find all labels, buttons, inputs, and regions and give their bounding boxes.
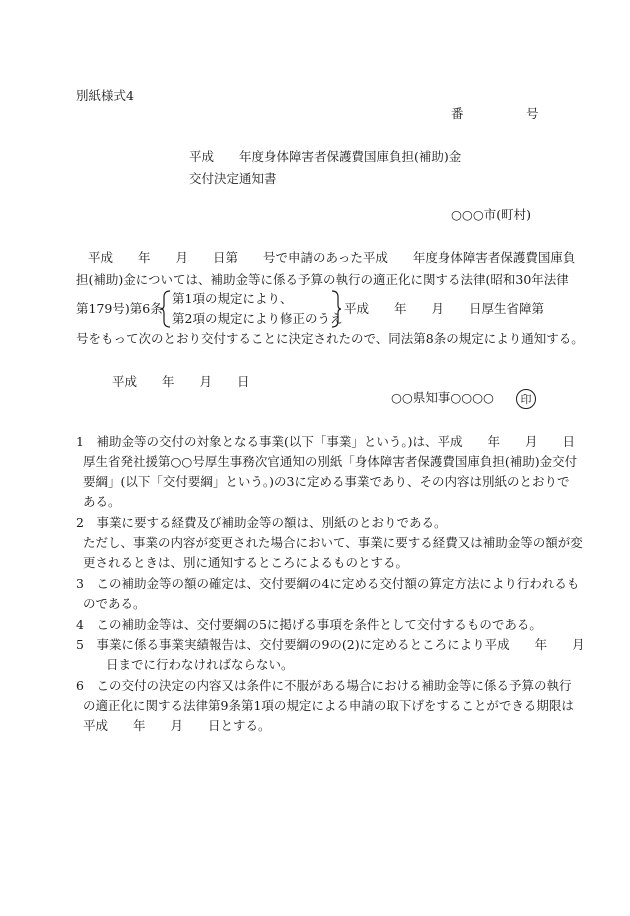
choice-option-1: 第1項の規定により、 [172,291,293,306]
body-line-3-prefix: 第179号)第6条 [76,301,163,316]
item-3-line-2: のである。 [83,596,146,611]
item-1-line-2: 厚生省発社援第○○号厚生事務次官通知の別紙「身体障害者保護費国庫負担(補助)金交付 [83,454,578,469]
left-brace-icon [160,290,172,328]
body-line-2: 担(補助)金については、補助金等に係る予算の執行の適正化に関する法律(昭和30年法律 [76,272,569,287]
item-1-line-3: 要綱」(以下「交付要綱」という。)の3に定める事業であり、その内容は別紙のとおりで [83,474,570,489]
item-6-line-2: の適正化に関する法律第9条第1項の規定による申請の取下げをすることができる期限は [83,698,574,713]
form-label: 別紙様式4 [76,88,134,103]
item-1-line-1: 1 補助金等の交付の対象となる事業(以下「事業」という。)は、平成 年 月 日 [76,434,575,449]
item-1-line-4: ある。 [83,494,121,509]
document-title-line2: 交付決定通知書 [189,171,277,186]
issuer-name: ○○県知事○○○○ [391,390,494,405]
document-title-line1: 平成 年度身体障害者保護費国庫負担(補助)金 [189,149,462,164]
body-line-4: 号をもって次のとおり交付することに決定されたので、同法第8条の規定により通知する。 [76,331,584,346]
item-6-line-3: 平成 年 月 日とする。 [83,718,271,733]
choice-option-2: 第2項の規定により修正のうえ [172,311,343,326]
item-2-line-1: 2 事業に要する経費及び補助金等の額は、別紙のとおりである。 [76,515,447,530]
addressee: ○○○市(町村) [451,207,531,222]
item-2-line-2: ただし、事業の内容が変更された場合において、事業に要する経費又は補助金等の額が変 [83,535,583,550]
item-5-line-2: 日までに行わなければならない。 [106,657,294,672]
document-number-label: 番 号 [451,106,539,121]
body-line-3-suffix: 平成 年 月 日厚生省障第 [344,301,545,316]
body-line-1: 平成 年 月 日第 号で申請のあった平成 年度身体障害者保護費国庫負 [88,250,576,265]
item-3-line-1: 3 この補助金等の額の確定は、交付要綱の4に定める交付額の算定方法により行われるも [76,576,580,591]
seal-mark: 印 [516,389,536,409]
item-2-line-3: 更されるときは、別に通知するところによるものとする。 [83,555,409,570]
item-5-line-1: 5 事業に係る事業実績報告は、交付要綱の9の(2)に定めるところにより平成 年 月 [76,637,585,652]
item-6-line-1: 6 この交付の決定の内容又は条件に不服がある場合における補助金等に係る予算の執行 [76,678,572,693]
item-4-line-1: 4 この補助金等は、交付要綱の5に掲げる事項を条件として交付するものである。 [76,617,542,632]
right-brace-icon [330,290,342,328]
notice-date: 平成 年 月 日 [112,374,250,389]
